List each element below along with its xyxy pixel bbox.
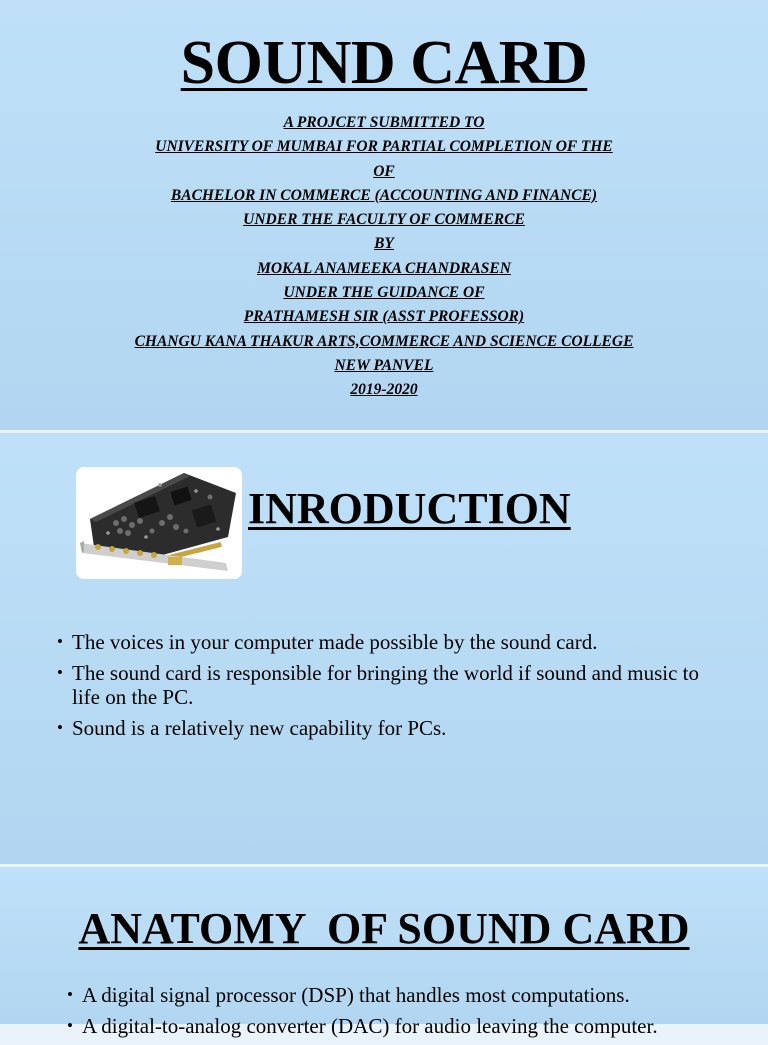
detail-line: BY <box>374 235 394 253</box>
slide-title: SOUND CARD <box>180 29 588 97</box>
detail-line: CHANGU KANA THAKUR ARTS,COMMERCE AND SCIENCE COLLEGE <box>134 332 634 350</box>
detail-line: NEW PANVEL <box>334 356 434 374</box>
detail-line: 2019-2020 <box>350 381 418 399</box>
sound-card-image <box>76 467 242 579</box>
detail-line: PRATHAMESH SIR (ASST PROFESSOR) <box>243 308 525 326</box>
submission-details <box>0 111 768 403</box>
detail-line: OF <box>373 162 395 180</box>
bullet-item: • A digital signal processor (DSP) that handles most computations. <box>82 983 762 1007</box>
bullet-item: • The voices in your computer made possible by the sound card. <box>72 630 712 654</box>
anatomy-slide <box>0 867 768 1038</box>
detail-line: UNDER THE FACULTY OF COMMERCE <box>243 211 525 229</box>
detail-line: UNDER THE GUIDANCE OF <box>283 284 485 302</box>
detail-line: MOKAL ANAMEEKA CHANDRASEN <box>257 259 511 277</box>
slide-title: INRODUCTION <box>248 484 571 533</box>
introduction-slide <box>0 433 768 864</box>
detail-line: A PROJCET SUBMITTED TO <box>283 114 485 131</box>
detail-line: BACHELOR IN COMMERCE (ACCOUNTING AND FINANCE) <box>170 186 598 204</box>
title-slide <box>0 0 768 430</box>
bullet-list <box>72 630 712 747</box>
bullet-item: • Sound is a relatively new capability for PCs. <box>72 716 712 740</box>
bullet-item: • The sound card is responsible for bringing the world if sound and music to life on the PC. <box>72 661 712 709</box>
slide-title: ANATOMY OF SOUND CARD <box>78 904 690 953</box>
sound-card-icon <box>76 467 242 579</box>
bullet-list <box>82 983 762 1045</box>
bullet-item: • A digital-to-analog converter (DAC) for audio leaving the computer. <box>82 1014 762 1038</box>
detail-line: UNIVERSITY OF MUMBAI FOR PARTIAL COMPLETION OF THE <box>155 138 613 156</box>
